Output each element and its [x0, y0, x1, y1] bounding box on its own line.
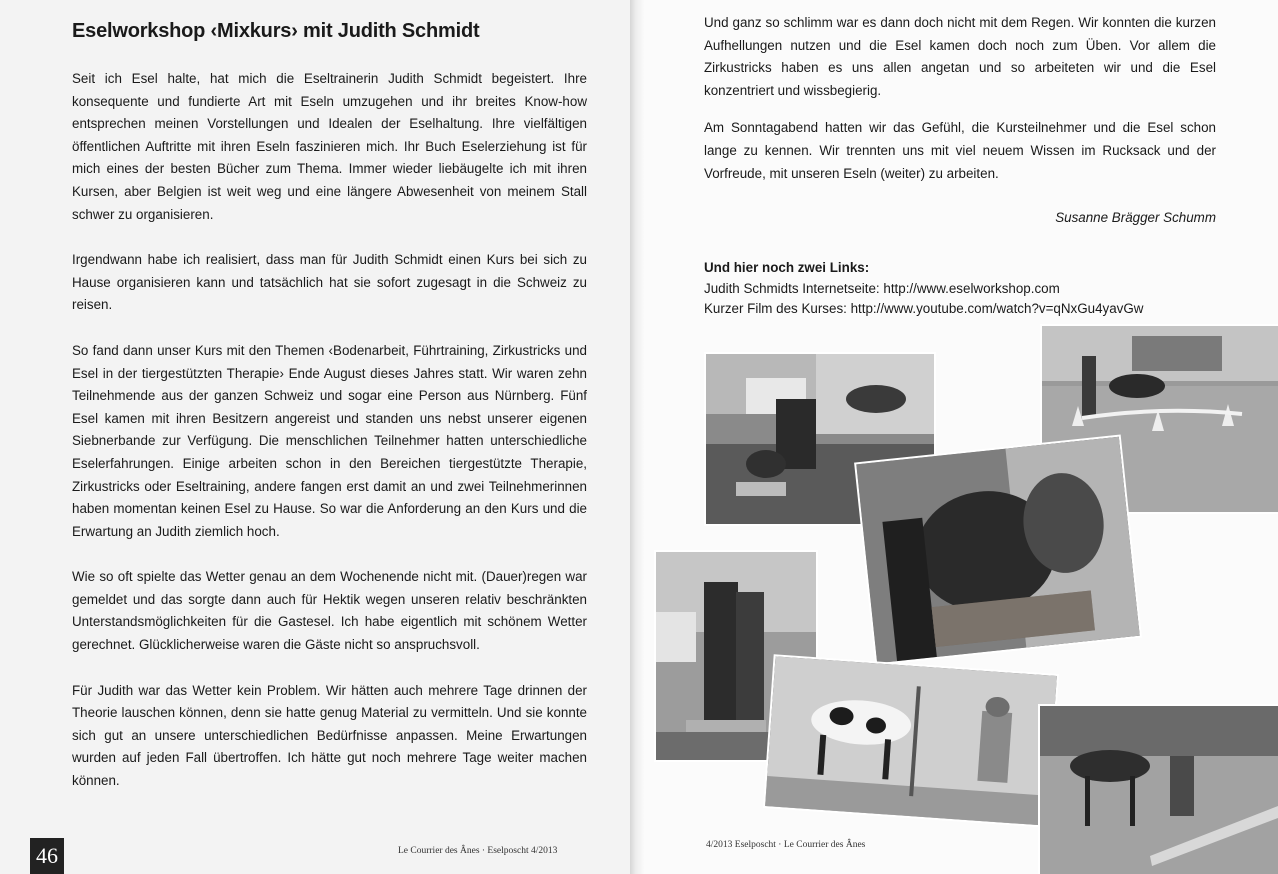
author-signature: Susanne Brägger Schumm	[1055, 210, 1216, 225]
paragraph: Und ganz so schlimm war es dann doch nicht mit dem Regen. Wir konnten die kurzen Aufhellungen nutzen und die Esel kamen doch noch zum Üben. Vor allem die Zirkustricks haben es uns allen angetan und so arbeiteten wir und die Esel konzentriert und wissbegierig.	[704, 15, 1216, 98]
paragraph: Für Judith war das Wetter kein Problem. Wir hätten auch mehrere Tage drinnen der Theorie lauschen können, denn sie hatte genug Material zu vermitteln. Und sie konnte sich gut an unsere unterschiedlichen Bedürfnisse anpassen. Meine Erwartungen wurden auf jeden Fall übertroffen. Ich hätte gut noch mehrere Tage weiter machen können.	[72, 682, 587, 789]
links-heading: Und hier noch zwei Links:	[704, 260, 870, 275]
article-body-right	[704, 12, 1216, 200]
page-gutter	[630, 0, 644, 874]
paragraph: Am Sonntagabend hatten wir das Gefühl, die Kursteilnehmer und die Esel schon lange zu kennen. Wir trennten uns mit viel neuem Wissen im Rucksack und der Vorfreude, mit unseren Eseln (weiter) zu arbeiten.	[704, 120, 1216, 181]
paragraph: Wie so oft spielte das Wetter genau an dem Wochenende nicht mit. (Dauer)regen war gemeldet und das sorgte dann auch für Hektik wegen unseren relativ beschränkten Unterstandsmöglichkeiten für die Gastesel. Ich habe eigentlich mit schönem Wetter gerechnet. Glücklicherweise waren die Gäste nicht so anspruchsvoll.	[72, 569, 587, 653]
paragraph: So fand dann unser Kurs mit den Themen ‹Bodenarbeit, Führtraining, Zirkustricks und Esel in der tiergestützten Therapie› Ende August dieses Jahres statt. Wir waren zehn Teilnehmende aus der ganzen Schweiz und sogar eine Person aus Nürnberg. Fünf Esel kamen mit ihren Besitzern angereist und standen uns nebst unserer eigenen Siebnerbande zur Verfügung. Die menschlichen Teilnehmer hatten unterschiedliche Eselerfahrungen. Einige arbeiten schon in den Bereichen tiergestützte Therapie, Zirkustricks oder Eseltraining, andere fangen erst damit an und zwei Teilnehmerinnen haben momentan keinen Esel zu Hause. So war die Anforderung an den Kurs und die Erwartung an Judith ziemlich hoch.	[72, 342, 587, 539]
right-page	[644, 0, 1278, 874]
links-section	[704, 258, 1224, 320]
photo-donkey-closeup	[856, 437, 1139, 663]
article-title: Eselworkshop ‹Mixkurs› mit Judith Schmidt	[72, 20, 480, 42]
article-body-left	[72, 68, 587, 816]
photo-spotted-donkey	[765, 656, 1057, 825]
paragraph: Irgendwann habe ich realisiert, dass man für Judith Schmidt einen Kurs bei sich zu Hause organisieren kann und tatsächlich hat sie sofort zugesagt in die Schweiz zu reisen.	[72, 252, 587, 313]
photo-seesaw	[1040, 706, 1278, 874]
page-number: 46	[30, 838, 64, 874]
link-video[interactable]: Kurzer Film des Kurses: http://www.youtube.com/watch?v=qNxGu4yavGw	[704, 301, 1144, 316]
paragraph: Seit ich Esel halte, hat mich die Eseltrainerin Judith Schmidt begeistert. Ihre konsequente und fundierte Art mit Eseln umzugehen und ihr breites Know-how entsprechen meinen Vorstellungen und Idealen der Eselhaltung. Ihre vielfältigen öffentlichen Auftritte mit ihren Eseln faszinieren mich. Ihr Buch Eselerziehung ist für mich eines der besten Bücher zum Thema. Immer wieder liebäugelte ich mit ihren Kursen, aber Belgien ist weit weg und eine längere Abwesenheit von meinem Stall schwer zu organisieren.	[72, 71, 587, 222]
footer-right: 4/2013 Eselposcht · Le Courrier des Ânes	[706, 840, 866, 850]
footer-left: Le Courrier des Ânes · Eselposcht 4/2013	[398, 846, 558, 856]
left-page	[0, 0, 630, 874]
link-website[interactable]: Judith Schmidts Internetseite: http://www.eselworkshop.com	[704, 280, 1060, 296]
